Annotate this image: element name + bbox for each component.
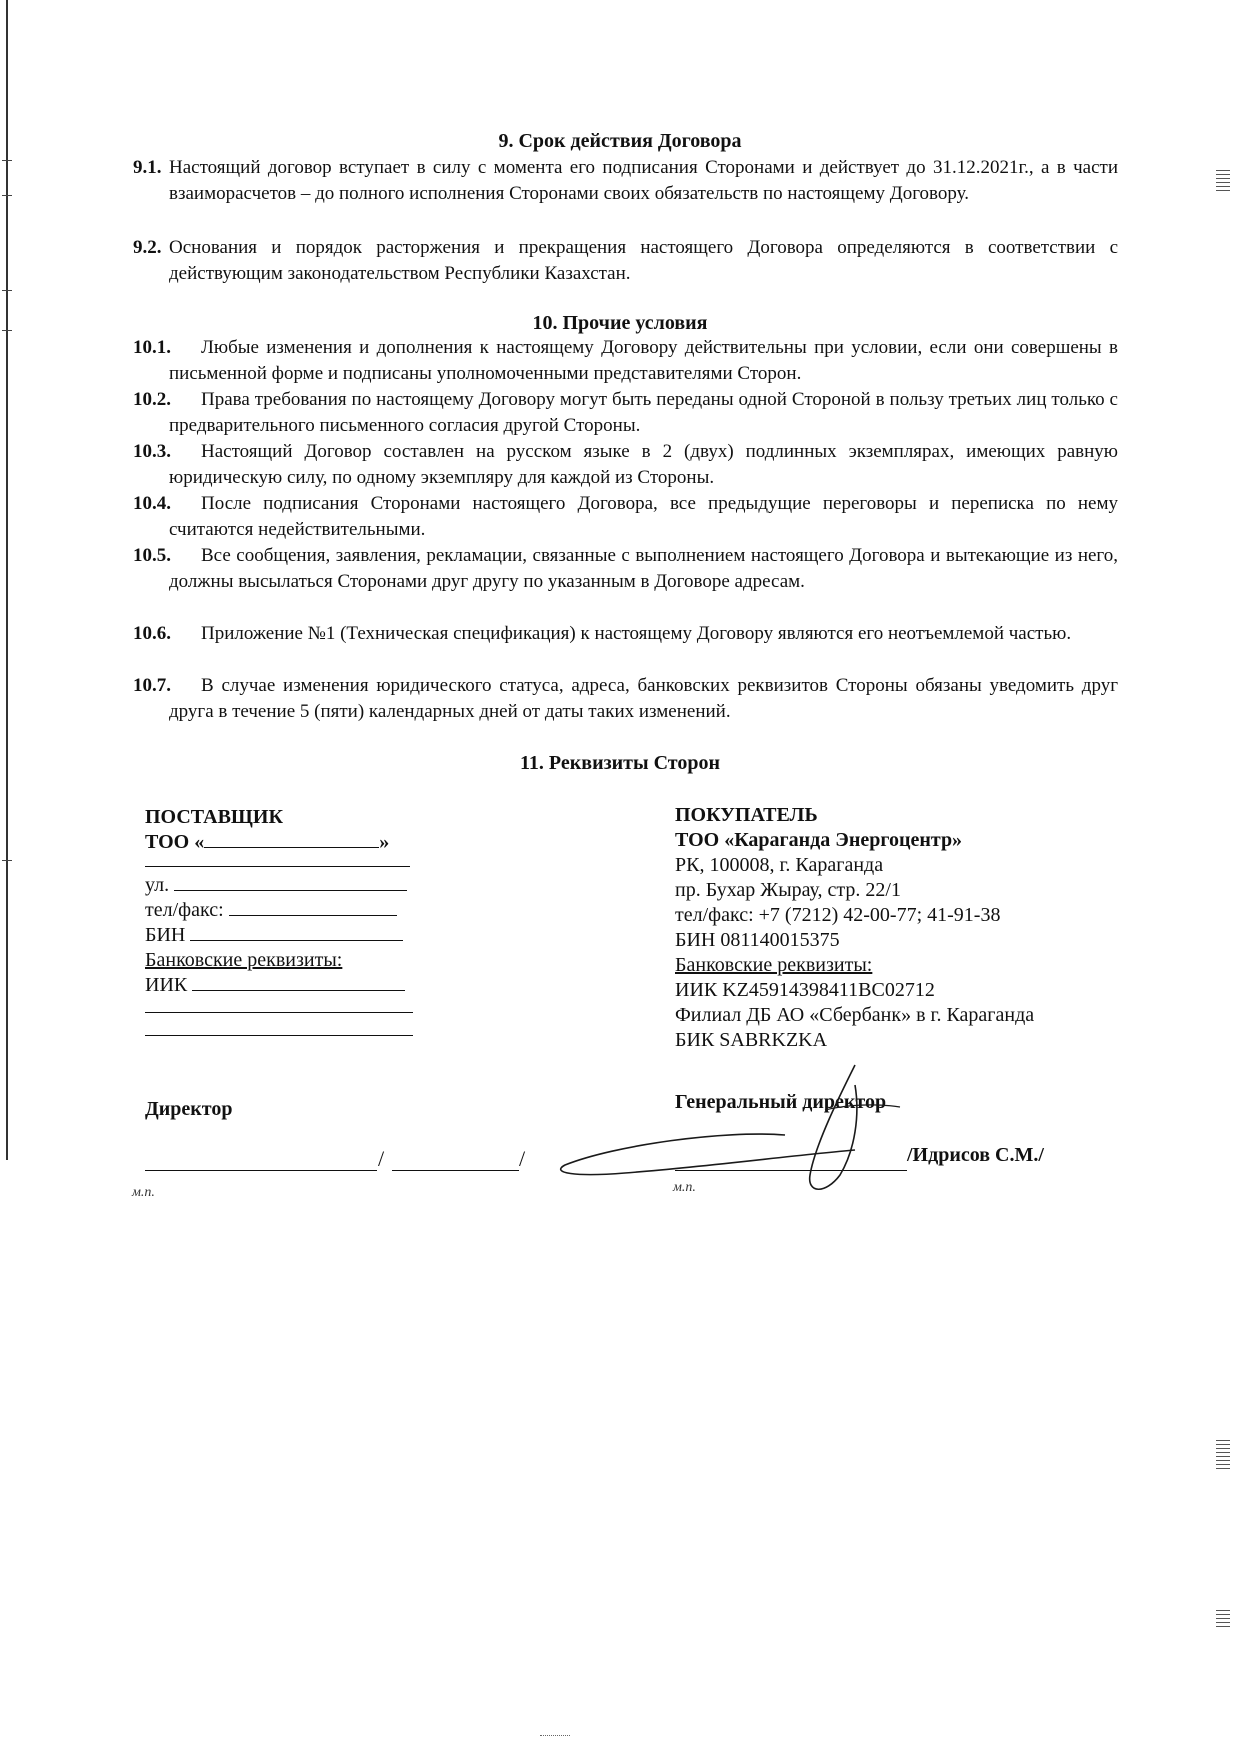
buyer-director-name: /Идрисов С.М./ [907,1144,1044,1166]
clause-9-2 [133,235,1118,287]
scan-mark [540,1735,570,1736]
clause-number: 9.2. [133,237,162,258]
clause-10-3 [133,439,1118,491]
buyer-bank-label: Банковские реквизиты: [675,954,873,976]
scan-right-marks [1216,1440,1230,1472]
clause-number: 10.4. [133,493,171,514]
clause-text: После подписания Сторонами настоящего Договора, все предыдущие переговоры и переписка по нему считаются недействительными. [169,493,1118,540]
buyer-iik: ИИК KZ45914398411BC02712 [675,979,935,1001]
buyer-bin: БИН 081140015375 [675,929,840,951]
clause-text: Приложение №1 (Техническая спецификация) к настоящему Договору являются его неотъемлемой частью. [201,623,1072,644]
clause-number: 10.6. [133,623,171,644]
section-9-title: 9. Срок действия Договора [498,130,742,152]
supplier-signature-slash: / [378,1146,385,1171]
supplier-requisites [145,805,430,1036]
clause-10-2 [133,387,1118,439]
scan-mark [2,860,12,861]
supplier-bin-label: БИН [145,924,186,946]
supplier-street-line [145,873,430,898]
supplier-bin-line [145,923,430,948]
buyer-stamp-place: м.п. [673,1180,696,1195]
supplier-name-slash: / [519,1146,526,1171]
clause-10-7 [133,673,1118,725]
supplier-org-line [145,830,430,855]
clause-number: 10.7. [133,675,171,696]
scan-mark [2,290,12,291]
clause-number: 9.1. [133,157,162,178]
clause-10-5 [133,543,1118,595]
clause-text: Основания и порядок расторжения и прекращения настоящего Договора определяются в соответствии с действующим законодательством Республики Казахстан. [169,237,1118,284]
scan-left-edge [6,0,8,1160]
scan-mark [2,195,12,196]
buyer-bik: БИК SABRKZKA [675,1029,828,1051]
supplier-street-field [174,873,407,891]
supplier-street-label: ул. [145,874,170,896]
scan-right-marks [1216,170,1230,194]
clause-9-1 [133,155,1118,207]
clause-number: 10.3. [133,441,171,462]
supplier-iik-field [192,973,405,991]
clause-text: Настоящий Договор составлен на русском языке в 2 (двух) подлинных экземплярах, имеющих равную юридическую силу, по одному экземпляру для каждой из Стороны. [169,441,1118,488]
buyer-phone: тел/факс: +7 (7212) 42-00-77; 41-91-38 [675,904,1001,926]
clause-text: Все сообщения, заявления, рекламации, связанные с выполнением настоящего Договора и вытекающие из него, должны высылаться Сторонами друг другу по указанным в Договоре адресам. [169,545,1118,592]
handwritten-signature [555,1055,935,1200]
buyer-heading: ПОКУПАТЕЛЬ [675,804,818,826]
blank-line [145,1012,413,1013]
supplier-phone-label: тел/факс: [145,899,224,921]
clause-number: 10.2. [133,389,171,410]
blank-line [145,1035,413,1036]
clause-number: 10.1. [133,337,171,358]
buyer-city: РК, 100008, г. Караганда [675,854,884,876]
supplier-bin-field [190,923,403,941]
clause-number: 10.5. [133,545,171,566]
supplier-org-prefix: ТОО « [145,831,205,853]
section-11-title: 11. Реквизиты Сторон [520,752,720,774]
supplier-org-field [204,830,379,848]
buyer-street: пр. Бухар Жырау, стр. 22/1 [675,879,901,901]
supplier-heading: ПОСТАВЩИК [145,806,283,828]
clause-10-6 [133,621,1118,647]
supplier-stamp-place: м.п. [132,1185,155,1200]
clause-10-1 [133,335,1118,387]
supplier-iik-line [145,973,430,998]
clause-text: Любые изменения и дополнения к настоящему Договору действительны при условии, если они совершены в письменной форме и подписаны уполномоченными представителями Сторон. [169,337,1118,384]
supplier-phone-line [145,898,430,923]
clause-text: Настоящий договор вступает в силу с момента его подписания Сторонами и действует до 31.12.2021г., а в части взаиморасчетов – до полного исполнения Сторонами своих обязательств по настоящему Договору. [169,157,1118,204]
clause-text: В случае изменения юридического статуса, адреса, банковских реквизитов Стороны обязаны уведомить друг друга в течение 5 (пяти) календарных дней от даты таких изменений. [169,675,1118,722]
supplier-bank-label: Банковские реквизиты: [145,949,343,971]
blank-line [145,866,410,867]
supplier-name-line [392,1170,519,1171]
supplier-signature-line [145,1170,377,1171]
scan-mark [2,160,12,161]
buyer-director-label: Генеральный директор [675,1091,887,1113]
scan-right-marks [1216,1610,1230,1630]
supplier-org-suffix: » [379,831,390,853]
supplier-director-label: Директор [145,1098,233,1120]
supplier-phone-field [229,898,397,916]
clause-text: Права требования по настоящему Договору могут быть переданы одной Стороной в пользу третьих лиц только с предварительного письменного согласия другой Стороны. [169,389,1118,436]
supplier-iik-label: ИИК [145,974,188,996]
buyer-org: ТОО «Караганда Энергоцентр» [675,829,963,851]
clause-10-4 [133,491,1118,543]
buyer-requisites [675,803,1115,1053]
section-10-title: 10. Прочие условия [532,312,708,334]
buyer-bank: Филиал ДБ АО «Сбербанк» в г. Караганда [675,1004,1035,1026]
